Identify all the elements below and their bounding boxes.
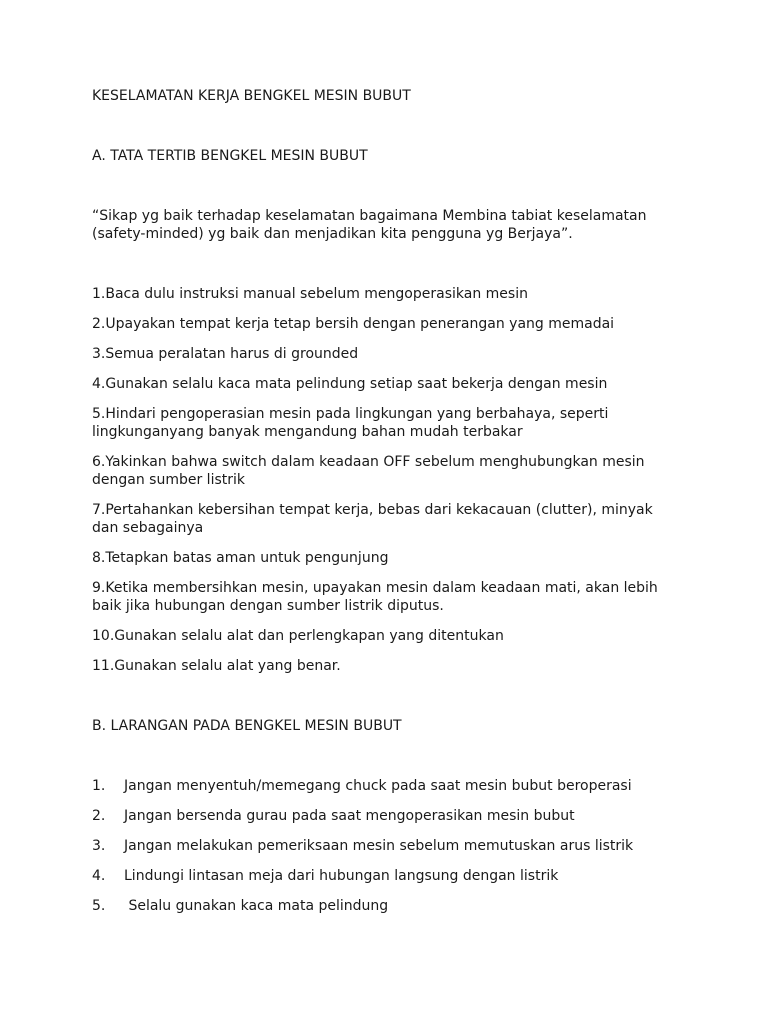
section-a-item-2: 2.Upayakan tempat kerja tetap bersih dengan penerangan yang memadai — [92, 316, 615, 332]
section-b-item-4-number: 4. — [92, 868, 106, 884]
section-b-item-2-text: Jangan bersenda gurau pada saat mengoperasikan mesin bubut — [124, 808, 575, 824]
section-a-item-8: 8.Tetapkan batas aman untuk pengunjung — [92, 550, 389, 566]
section-b-item-4-text: Lindungi lintasan meja dari hubungan langsung dengan listrik — [124, 868, 559, 884]
section-a-item-4: 4.Gunakan selalu kaca mata pelindung setiap saat bekerja dengan mesin — [92, 376, 608, 392]
section-b-item-1-text: Jangan menyentuh/memegang chuck pada saat mesin bubut beroperasi — [124, 778, 632, 794]
section-a-item-5-line-1: 5.Hindari pengoperasian mesin pada lingkungan yang berbahaya, seperti — [92, 406, 609, 422]
section-a-item-10: 10.Gunakan selalu alat dan perlengkapan yang ditentukan — [92, 628, 504, 644]
quote-line-1: “Sikap yg baik terhadap keselamatan bagaimana Membina tabiat keselamatan — [92, 208, 647, 224]
section-b-item-3-text: Jangan melakukan pemeriksaan mesin sebelum memutuskan arus listrik — [124, 838, 634, 854]
section-a-item-3: 3.Semua peralatan harus di grounded — [92, 346, 359, 362]
section-b-item-1-number: 1. — [92, 778, 106, 794]
section-b-item-5-text: Selalu gunakan kaca mata pelindung — [124, 898, 389, 914]
section-b-item-5-number: 5. — [92, 898, 106, 914]
section-a-item-7-line-2: dan sebagainya — [92, 520, 204, 536]
section-b-item-3-number: 3. — [92, 838, 106, 854]
section-a-item-6-line-2: dengan sumber listrik — [92, 472, 245, 488]
section-a-item-6-line-1: 6.Yakinkan bahwa switch dalam keadaan OFF sebelum menghubungkan mesin — [92, 454, 645, 470]
section-a-heading: A. TATA TERTIB BENGKEL MESIN BUBUT — [92, 148, 368, 164]
section-a-item-7-line-1: 7.Pertahankan kebersihan tempat kerja, bebas dari kekacauan (clutter), minyak — [92, 502, 653, 518]
document-title: KESELAMATAN KERJA BENGKEL MESIN BUBUT — [92, 88, 411, 104]
section-a-item-9-line-1: 9.Ketika membersihkan mesin, upayakan mesin dalam keadaan mati, akan lebih — [92, 580, 658, 596]
section-a-item-1: 1.Baca dulu instruksi manual sebelum mengoperasikan mesin — [92, 286, 528, 302]
section-b-item-2-number: 2. — [92, 808, 106, 824]
quote-line-2: (safety-minded) yg baik dan menjadikan kita pengguna yg Berjaya”. — [92, 226, 573, 242]
section-b-heading: B. LARANGAN PADA BENGKEL MESIN BUBUT — [92, 718, 402, 734]
section-a-item-9-line-2: baik jika hubungan dengan sumber listrik diputus. — [92, 598, 444, 614]
section-a-item-5-line-2: lingkunganyang banyak mengandung bahan mudah terbakar — [92, 424, 523, 440]
section-a-item-11: 11.Gunakan selalu alat yang benar. — [92, 658, 341, 674]
